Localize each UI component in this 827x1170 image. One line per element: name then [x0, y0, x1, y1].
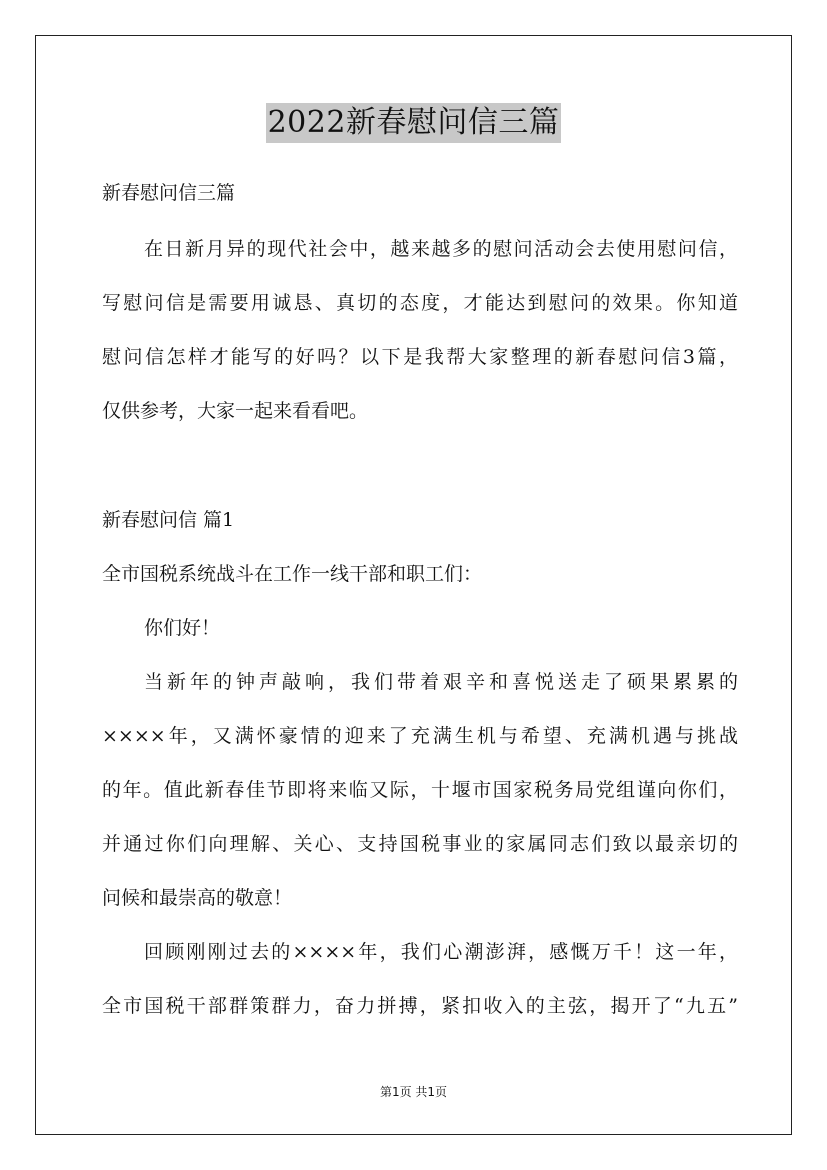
document-title: 2022新春慰问信三篇 [266, 103, 562, 143]
page-number: 第1页 共1页 [379, 1085, 448, 1099]
intro-line-2: 写慰问信是需要用诚恳、真切的态度，才能达到慰问的效果。你知道 [102, 292, 738, 314]
title-container [0, 103, 827, 143]
greeting: 你们好！ [144, 617, 221, 639]
paragraph1-line-3: 的年。值此新春佳节即将来临又际，十堰市国家税务局党组谨向你们， [102, 779, 738, 801]
section-heading: 新春慰问信 篇1 [102, 509, 235, 531]
paragraph2-line-2: 全市国税干部群策群力，奋力拼搏，紧扣收入的主弦，揭开了“九五” [102, 995, 738, 1017]
intro-line-4: 仅供参考，大家一起来看看吧。 [102, 400, 369, 422]
paragraph1-line-5: 问候和最崇高的敬意！ [102, 887, 293, 909]
paragraph1-line-1: 当新年的钟声敲响，我们带着艰辛和喜悦送走了硕果累累的 [144, 671, 738, 693]
paragraph1-line-2: ××××年，又满怀豪情的迎来了充满生机与希望、充满机遇与挑战 [102, 725, 738, 747]
paragraph1-line-4: 并通过你们向理解、关心、支持国税事业的家属同志们致以最亲切的 [102, 833, 738, 855]
paragraph2-line-1: 回顾刚刚过去的××××年，我们心潮澎湃，感慨万千！这一年， [144, 941, 738, 963]
intro-line-1: 在日新月异的现代社会中，越来越多的慰问活动会去使用慰问信， [144, 238, 738, 260]
salutation: 全市国税系统战斗在工作一线干部和职工们： [102, 563, 483, 585]
subtitle: 新春慰问信三篇 [102, 182, 236, 204]
page-footer [0, 1084, 827, 1100]
intro-line-3: 慰问信怎样才能写的好吗？以下是我帮大家整理的新春慰问信3篇， [102, 346, 738, 368]
